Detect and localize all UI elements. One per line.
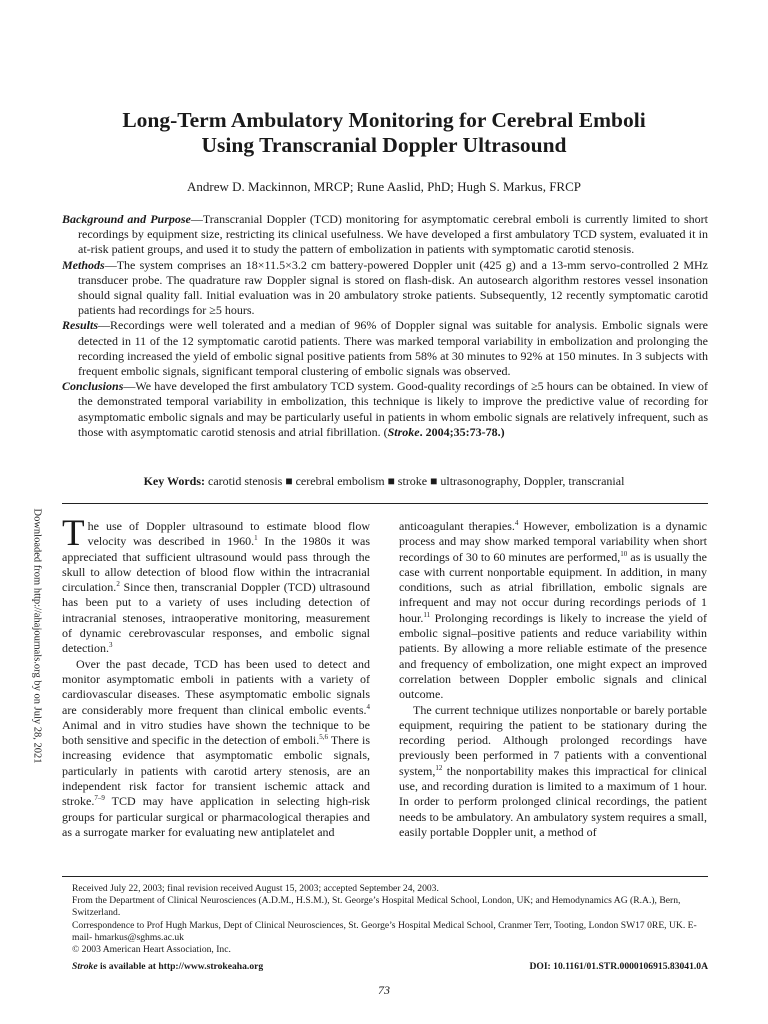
body-text: Over the past decade, TCD has been used to detect and monitor asymptomatic emboli in patients with a variety of cardiovascular diseases. These asymptomatic embolic signals are considerably more frequent than clinical embolic events. xyxy=(62,656,370,717)
abstract-results-text: —Recordings were well tolerated and a median of 96% of Doppler signal was suitable for analysis. Embolic signals were detected in 11 of the 12 symptomatic carotid patients. There was marked temporal variability in embolization and prolonging the recording increased the yield of embolic signal positive patients from 58% at 30 minutes to 92% at 150 minutes. In 3 subjects with frequent embolic signals, significant temporal clustering of embolic signals was observed. xyxy=(78,318,708,379)
title-line-1: Long-Term Ambulatory Monitoring for Cerebral Emboli xyxy=(122,108,646,132)
author-list: Andrew D. Mackinnon, MRCP; Rune Aaslid, PhD; Hugh S. Markus, FRCP xyxy=(187,179,581,194)
drop-cap: T xyxy=(62,513,85,554)
download-notice xyxy=(30,508,44,917)
abstract-background xyxy=(62,212,708,258)
author-affiliation: From the Department of Clinical Neurosciences (A.D.M., H.S.M.), St. George’s Hospital Medical School, London, UK; and Hemodynamics AG (R.A.), Bern, Switzerland. xyxy=(72,895,681,919)
reference-marker[interactable]: 7–9 xyxy=(94,794,105,803)
journal-availability xyxy=(72,961,263,972)
body-column-right xyxy=(399,519,707,840)
article-title xyxy=(0,108,768,158)
abstract-methods-text: —The system comprises an 18×11.5×3.2 cm battery-powered Doppler unit (425 g) and a 13-mm servo-controlled 2 MHz transducer probe. The quadrature raw Doppler signal is stored on flash-disk. An autosearch algorithm restores vessel insonation should signal quality fall. Initial evaluation was in 20 ambulatory stroke patients. Subsequently, 12 recently symptomatic carotid patients had recordings for ≥5 hours. xyxy=(78,257,708,318)
body-text: Since then, transcranial Doppler (TCD) ultrasound has been put to a variety of uses including detection of intracranial stenoses, intraoperative monitoring, measurement of dynamic cerebrovascular responses, and embolic signal detection. xyxy=(62,580,370,656)
body-text: In the 1980s it was appreciated that sufficient ultrasound would pass through the skull to allow detection of blood flow within the intracranial circulation. xyxy=(62,534,370,595)
body-text: There is increasing evidence that asymptomatic embolic signals, particularly in patients with carotid artery stenosis, are an independent risk factor for transient ischemic attack and stroke. xyxy=(62,733,371,809)
doi[interactable]: DOI: 10.1161/01.STR.0000106915.83041.0A xyxy=(529,961,708,972)
citation-journal: Stroke xyxy=(387,424,420,439)
abstract xyxy=(62,212,708,440)
body-paragraph xyxy=(399,703,707,841)
keywords xyxy=(0,474,768,489)
abstract-conclusions-heading: Conclusions xyxy=(62,379,124,394)
page-number: 73 xyxy=(378,983,390,997)
body-paragraph xyxy=(62,657,370,841)
abstract-conclusions xyxy=(62,379,708,440)
reference-marker[interactable]: 4 xyxy=(366,702,370,711)
body-text: he use of Doppler ultrasound to estimate blood flow velocity was described in 1960. xyxy=(87,519,370,549)
copyright: © 2003 American Heart Association, Inc. xyxy=(72,944,231,956)
abstract-background-heading: Background and Purpose xyxy=(62,212,191,226)
body-text: as is usually the case with current nonportable equipment. In addition, in many conditions, such as atrial fibrillation, embolic signals are infrequent and may not occur during recordings periods of 1 hour. xyxy=(399,549,707,625)
body-column-left xyxy=(62,513,371,840)
body-text: anticoagulant therapies. xyxy=(399,519,515,533)
reference-marker[interactable]: 2 xyxy=(116,580,120,589)
reference-marker[interactable]: 5,6 xyxy=(319,733,328,742)
reference-marker[interactable]: 1 xyxy=(254,534,258,543)
body-text: Prolonging recordings is likely to increase the yield of embolic signal–positive patients and reduce variability within patients. By allowing a more reliable estimate of the presence and frequency of embolization, one might expect an improved correlation between Doppler embolic signals and clinical outcome. xyxy=(399,610,707,702)
footnote-divider xyxy=(62,876,708,877)
body-text: TCD may have application in selecting high-risk groups for particular surgical or pharmacological therapies and as a surrogate marker for evaluating new antiplatelet and xyxy=(62,794,370,839)
download-notice-text: Downloaded from http://ahajournals.org by on July 28, 2021 xyxy=(31,508,43,764)
abstract-methods-heading: Methods xyxy=(62,257,105,272)
received-dates: Received July 22, 2003; final revision received August 15, 2003; accepted September 24, 2003. xyxy=(72,883,439,894)
body-text: However, embolization is a dynamic process and may show marked temporal variability when short recordings of 30 to 60 minutes are performed, xyxy=(399,519,707,564)
keywords-list: carotid stenosis ■ cerebral embolism ■ stroke ■ ultrasonography, Doppler, transcranial xyxy=(208,474,625,488)
title-line-2: Using Transcranial Doppler Ultrasound xyxy=(201,133,567,157)
abstract-divider xyxy=(62,503,708,504)
keywords-label: Key Words: xyxy=(143,474,206,488)
abstract-conclusions-text: —We have developed the first ambulatory TCD system. Good-quality recordings of ≥5 hours can be obtained. In view of the demonstrated temporal variability in embolization, this technique is likely to improve the predictive value of recording for asymptomatic embolic signals and may be particularly useful in patients in whom embolic signals are relatively infrequent, such as those with asymptomatic carotid stenosis and atrial fibrillation. ( xyxy=(78,379,708,439)
citation-details: . 2004;35:73-78.) xyxy=(419,424,505,439)
footnotes xyxy=(62,883,708,956)
reference-marker[interactable]: 3 xyxy=(108,641,113,650)
body-text: the nonportability makes this impractical for clinical use, and recording duration is limited to a maximum of 1 hour. In order to perform prolonged clinical recordings, the patient needs to be ambulatory. An ambulatory system requires a small, easily portable Doppler unit, a method of xyxy=(399,763,707,839)
correspondence: Correspondence to Prof Hugh Markus, Dept of Clinical Neurosciences, St. George’s Hospital Medical School, Cranmer Terr, Tooting, London SW17 0RE, UK. E-mail- hmarkus@sghms.ac.uk xyxy=(72,919,697,943)
journal-name: Stroke xyxy=(72,961,98,972)
reference-marker[interactable]: 10 xyxy=(620,549,628,558)
journal-url[interactable]: is available at http://www.strokeaha.org xyxy=(97,961,264,972)
reference-marker[interactable]: 11 xyxy=(423,610,431,619)
reference-marker[interactable]: 12 xyxy=(435,763,443,772)
abstract-methods xyxy=(62,258,708,319)
reference-marker[interactable]: 4 xyxy=(514,519,519,527)
body-text: Animal and in vitro studies have shown the technique to be both sensitive and specific in the detection of emboli. xyxy=(62,717,370,748)
body-text: The current technique utilizes nonportable or barely portable equipment, requiring the patient to be stationary during the recording period. Although prolonged recordings have previously been performed in 7 patients with a conventional system, xyxy=(399,702,707,778)
abstract-results-heading: Results xyxy=(62,318,99,333)
abstract-background-text: —Transcranial Doppler (TCD) monitoring for asymptomatic cerebral emboli is currently limited to short recordings by equipment size, restricting its clinical usefulness. We have developed a first ambulatory TCD system, evaluated it in at-risk patient groups, and used it to study the pattern of embolization in patients with symptomatic carotid stenosis. xyxy=(78,212,708,257)
abstract-results xyxy=(62,318,708,379)
body-paragraph xyxy=(399,519,707,703)
body-paragraph xyxy=(62,513,370,657)
